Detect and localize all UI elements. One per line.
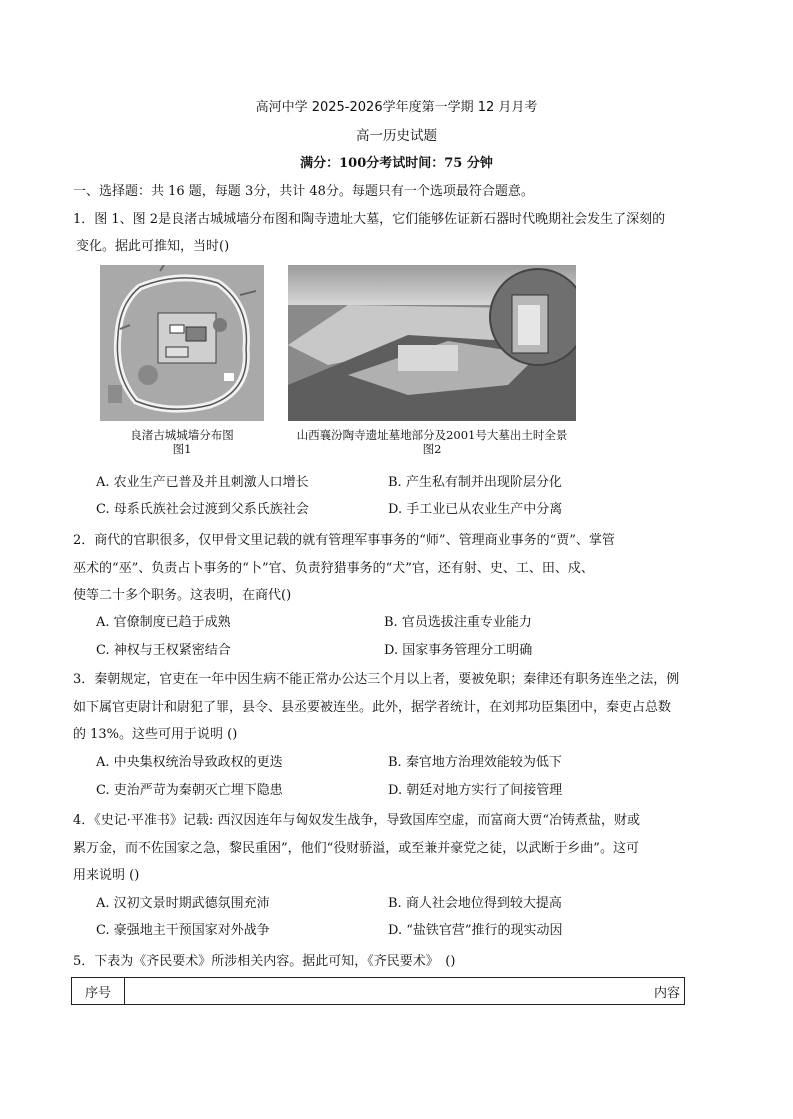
question-1-line1: 1．图 1、图 2是良渚古城城墙分布图和陶寺遗址大墓，它们能够佐证新石器时代晚期社会发生了深刻的: [73, 212, 666, 227]
question-2-option-a[interactable]: A. 官僚制度已趋于成熟: [96, 615, 231, 630]
question-4-line3: 用来说明 (): [73, 868, 140, 883]
question-3-line1: 3．秦朝规定，官吏在一年中因生病不能正常办公达三个月以上者，要被免职；秦律还有职务连坐之法，例: [73, 672, 680, 687]
question-2-line1: 2．商代的官职很多，仅甲骨文里记载的就有管理军事事务的“师”、管理商业事务的“贾”、掌管: [73, 533, 615, 548]
question-3-option-b[interactable]: B. 秦官地方治理效能较为低下: [388, 755, 562, 770]
exam-school-title: 高河中学 2025-2026学年度第一学期 12 月月考: [255, 100, 538, 115]
question-4-option-a[interactable]: A. 汉初文景时期武德氛围充沛: [96, 896, 270, 911]
table-header-content: 内容: [125, 978, 685, 1005]
question-3-option-a[interactable]: A. 中央集权统治导致政权的更迭: [96, 755, 283, 770]
exam-subject-title: 高一历史试题: [356, 128, 437, 144]
question-5-table: [71, 977, 685, 1005]
figure-2-label: 图2: [422, 442, 442, 456]
question-4-line2: 累万金，而不佐国家之急，黎民重困”，他们“役财骄溢，或至兼并豪党之徒，以武断于乡曲”。这可: [73, 841, 639, 856]
question-4-option-d[interactable]: D. “盐铁官营”推行的现实动因: [388, 923, 563, 938]
question-1-option-a[interactable]: A. 农业生产已普及并且刺激人口增长: [96, 475, 309, 490]
question-2-option-b[interactable]: B. 官员选拔注重专业能力: [384, 615, 532, 630]
table-header-index: 序号: [72, 978, 125, 1005]
figure-2-tomb-photo: [288, 265, 576, 421]
figure-1-caption: 良渚古城城墙分布图: [130, 428, 234, 442]
table-header-row: [72, 978, 685, 1005]
figure-1-label: 图1: [172, 442, 192, 456]
figure-2-caption: 山西襄汾陶寺遗址墓地部分及2001号大墓出土时全景: [296, 428, 568, 442]
exam-score-time: 满分：100分考试时间：75 分钟: [300, 156, 493, 171]
section-heading: 一、选择题：共 16 题，每题 3分，共计 48分。每题只有一个选项最符合题意。: [73, 184, 534, 199]
question-1-option-d[interactable]: D. 手工业已从农业生产中分离: [388, 502, 563, 517]
question-4-line1: 4．《史记·平准书》记载: 西汉因连年与匈奴发生战争，导致国库空虚，而富商大贾“冶铸煮盐，财或: [73, 813, 641, 828]
question-2-line3: 使等二十多个职务。这表明，在商代(): [73, 588, 292, 603]
question-2-option-d[interactable]: D. 国家事务管理分工明确: [384, 643, 533, 658]
question-1-line2: 变化。据此可推知，当时(): [76, 239, 230, 254]
question-4-option-b[interactable]: B. 商人社会地位得到较大提高: [388, 896, 562, 911]
question-3-line3: 的 13%。这些可用于说明 (): [73, 727, 238, 742]
question-1-option-c[interactable]: C. 母系氏族社会过渡到父系氏族社会: [96, 502, 309, 517]
question-4-option-c[interactable]: C. 豪强地主干预国家对外战争: [96, 923, 270, 938]
question-3-line2: 如下属官吏尉计和尉犯了罪，县令、县丞要被连坐。此外，据学者统计，在刘邦功臣集团中，秦吏占总数: [73, 700, 672, 715]
question-1-option-b[interactable]: B. 产生私有制并出现阶层分化: [388, 475, 562, 490]
question-2-line2: 巫术的“巫”、负责占卜事务的“卜”官、负责狩猎事务的“犬”官，还有射、史、工、田、戍、: [73, 561, 594, 576]
figure-1-city-wall-map: [100, 265, 264, 421]
question-3-option-d[interactable]: D. 朝廷对地方实行了间接管理: [388, 783, 563, 798]
question-3-option-c[interactable]: C. 吏治严苛为秦朝灭亡埋下隐患: [96, 783, 283, 798]
question-5-line1: 5．下表为《齐民要术》所涉相关内容。据此可知，《齐民要术》 (): [73, 954, 456, 969]
question-2-option-c[interactable]: C. 神权与王权紧密结合: [96, 643, 231, 658]
